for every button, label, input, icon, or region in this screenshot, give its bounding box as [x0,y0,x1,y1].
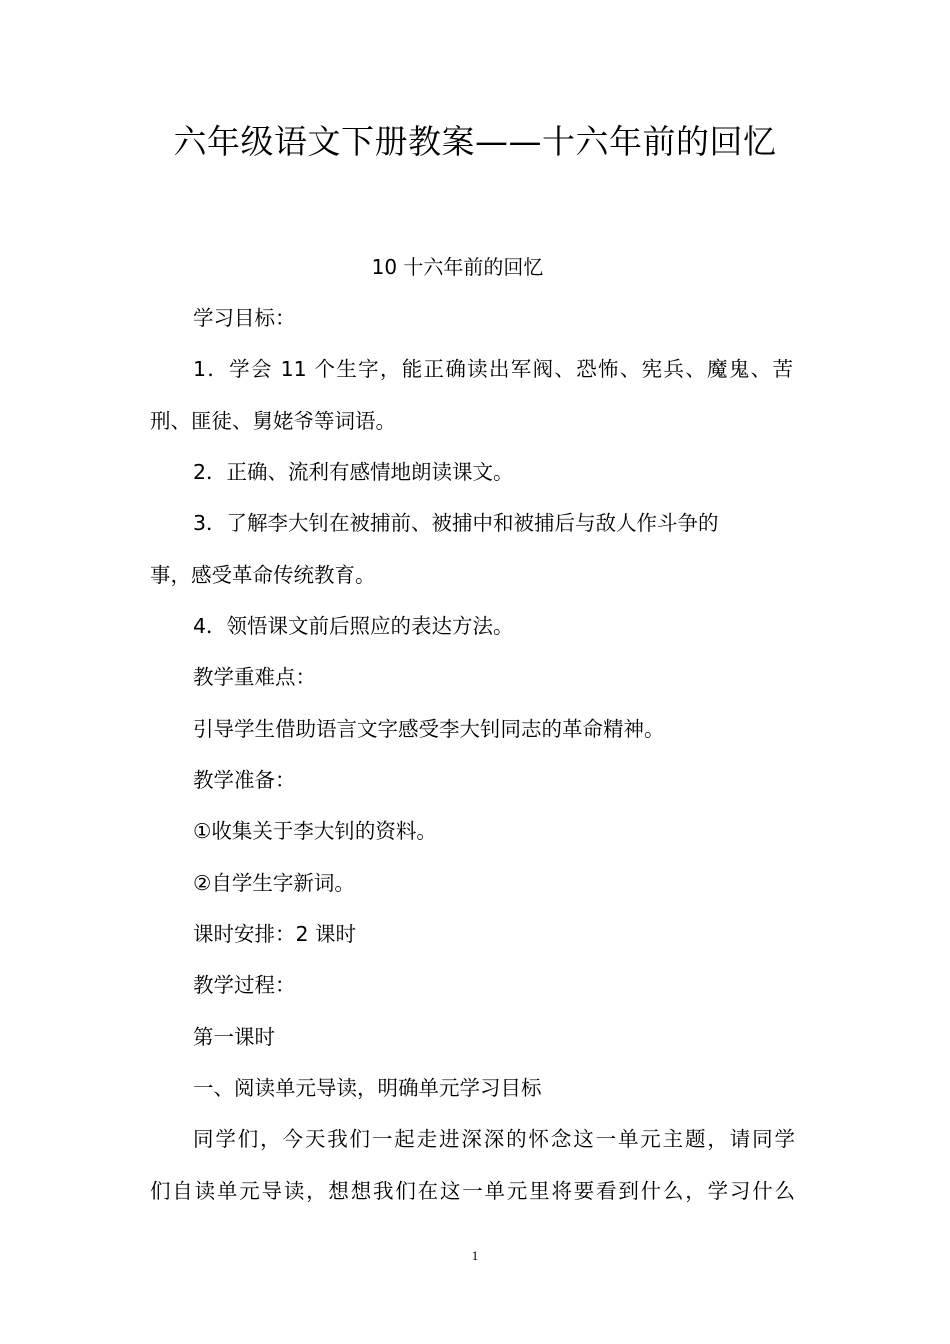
objective-3-line-2: 事，感受革命传统教育。 [150,563,376,587]
step-one-heading: 一、阅读单元导读，明确单元学习目标 [193,1076,542,1100]
page-number: 1 [471,1248,479,1263]
key-points-text: 引导学生借助语言文字感受李大钊同志的革命精神。 [193,717,665,741]
paragraph-line-2: 们自读单元导读，想想我们在这一单元里将要看到什么，学习什么 [150,1179,795,1203]
preparation-item-1: ①收集关于李大钊的资料。 [193,819,437,843]
section-heading-preparation: 教学准备： [193,768,296,792]
paragraph-line-1: 同学们，今天我们一起走进深深的怀念这一单元主题，请同学 [193,1127,795,1151]
preparation-item-2: ②自学生字新词。 [193,871,355,895]
first-lesson-heading: 第一课时 [193,1025,275,1049]
objective-3-line-1: 3．了解李大钊在被捕前、被捕中和被捕后与敌人作斗争的 [193,511,719,535]
document-title: 六年级语文下册教案——十六年前的回忆 [173,122,777,161]
objective-4: 4．领悟课文前后照应的表达方法。 [193,614,514,638]
schedule-text: 课时安排：2 课时 [193,922,357,946]
section-heading-key-points: 教学重难点： [193,665,316,689]
lesson-title: 10 十六年前的回忆 [371,255,544,279]
section-heading-objectives: 学习目标： [193,306,296,330]
objective-1-line-2: 刑、匪徒、舅姥爷等词语。 [150,409,396,433]
objective-1-line-1: 1．学会 11 个生字，能正确读出军阀、恐怖、宪兵、魔鬼、苦 [193,357,793,381]
objective-2: 2．正确、流利有感情地朗读课文。 [193,460,514,484]
section-heading-process: 教学过程： [193,973,296,997]
